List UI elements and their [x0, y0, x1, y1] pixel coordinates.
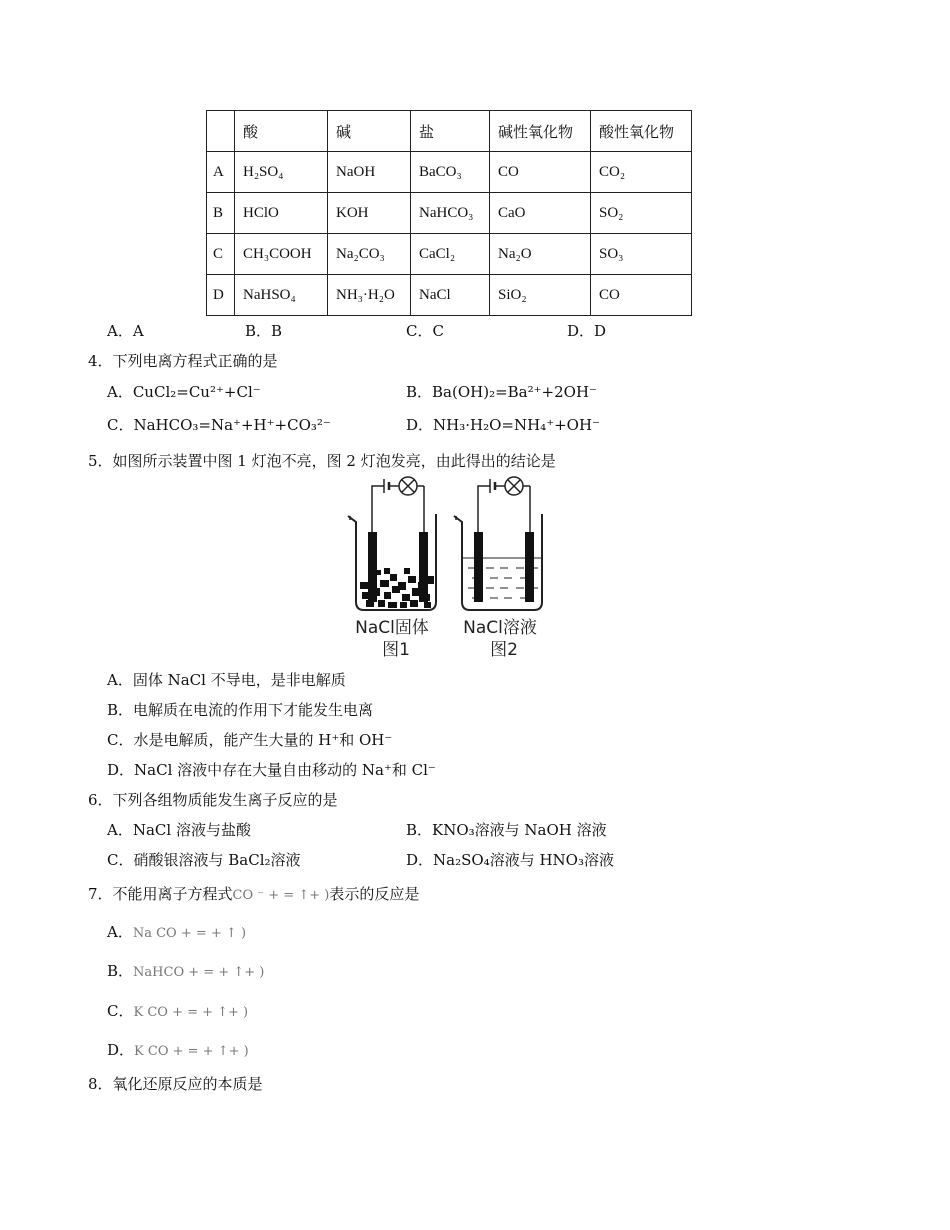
table-header-cell: 酸	[235, 111, 328, 152]
classification-table	[206, 110, 692, 316]
table-header-cell: 碱	[328, 111, 411, 152]
q4-stem: 4．下列电离方程式正确的是	[88, 352, 278, 370]
fig1-substance-label: NaCl固体	[355, 618, 429, 638]
table-cell: CaCl₂	[411, 234, 490, 275]
q3-option-a[interactable]: A．A	[107, 322, 144, 340]
lamp-icon	[505, 477, 523, 495]
table-cell: NaHSO₄	[235, 275, 328, 316]
q5-option-b[interactable]: B．电解质在电流的作用下才能发生电离	[107, 701, 374, 719]
table-cell: SiO₂	[490, 275, 591, 316]
table-cell: CO₂	[591, 152, 692, 193]
row-label: D	[207, 275, 235, 316]
table-cell: SO₂	[591, 193, 692, 234]
table-row	[207, 152, 692, 193]
table-header-cell: 盐	[411, 111, 490, 152]
table-header-cell: 碱性氧化物	[490, 111, 591, 152]
q5-stem: 5．如图所示装置中图 1 灯泡不亮，图 2 灯泡发亮，由此得出的结论是	[88, 452, 556, 470]
q7-option-d-label: D．	[107, 1041, 135, 1059]
table-cell: KOH	[328, 193, 411, 234]
table-cell: CH₃COOH	[235, 234, 328, 275]
q7-option-a-equation: Na CO + = + ↑ )	[132, 926, 247, 941]
table-cell: NaOH	[328, 152, 411, 193]
table-cell: NaHCO₃	[411, 193, 490, 234]
q4-option-b[interactable]: B．Ba(OH)₂=Ba²⁺+2OH⁻	[406, 383, 597, 401]
q4-option-d[interactable]: D．NH₃·H₂O=NH₄⁺+OH⁻	[406, 416, 600, 434]
q5-option-d[interactable]: D．NaCl 溶液中存在大量自由移动的 Na⁺和 Cl⁻	[107, 761, 436, 779]
q6-option-c[interactable]: C．硝酸银溶液与 BaCl₂溶液	[107, 851, 301, 869]
table-row	[207, 275, 692, 316]
table-header-row	[207, 111, 692, 152]
q7-option-a[interactable]	[107, 921, 246, 942]
table-row	[207, 234, 692, 275]
fig1-caption: 图1	[382, 640, 410, 660]
q3-option-b[interactable]: B．B	[245, 322, 283, 340]
q7-option-a-label: A．	[107, 923, 133, 941]
electrode-2-right	[525, 532, 534, 602]
q7-stem	[88, 883, 419, 904]
q7-option-b-equation: NaHCO + = + ↑+ )	[133, 965, 265, 980]
table-cell: CO	[591, 275, 692, 316]
q4-option-c[interactable]: C．NaHCO₃=Na⁺+H⁺+CO₃²⁻	[107, 416, 331, 434]
q6-option-a[interactable]: A．NaCl 溶液与盐酸	[107, 821, 251, 839]
q6-option-b[interactable]: B．KNO₃溶液与 NaOH 溶液	[406, 821, 607, 839]
q6-stem: 6．下列各组物质能发生离子反应的是	[88, 791, 338, 809]
lamp-icon	[399, 477, 417, 495]
q7-option-d-equation: K CO + = + ↑+ )	[134, 1044, 249, 1059]
conductivity-apparatus-figure	[340, 476, 560, 662]
table-row	[207, 193, 692, 234]
table-cell: SO₃	[591, 234, 692, 275]
electrode-2-left	[474, 532, 483, 602]
table-cell: CaO	[490, 193, 591, 234]
row-label: C	[207, 234, 235, 275]
q7-option-b[interactable]	[107, 960, 264, 981]
table-cell: BaCO₃	[411, 152, 490, 193]
table-cell: Na₂CO₃	[328, 234, 411, 275]
q5-option-a[interactable]: A．固体 NaCl 不导电，是非电解质	[107, 671, 346, 689]
q6-option-d[interactable]: D．Na₂SO₄溶液与 HNO₃溶液	[406, 851, 614, 869]
q7-stem-prefix: 7．不能用离子方程式	[88, 885, 233, 903]
table-header-cell: 酸性氧化物	[591, 111, 692, 152]
table-cell: Na₂O	[490, 234, 591, 275]
table-cell: NaCl	[411, 275, 490, 316]
electrode-1-right	[419, 532, 428, 602]
q8-stem: 8．氧化还原反应的本质是	[88, 1075, 263, 1093]
q7-stem-equation: CO ⁻ + = ↑+ )	[232, 888, 330, 903]
fig2-caption: 图2	[490, 640, 518, 660]
row-label: A	[207, 152, 235, 193]
q7-option-d[interactable]	[107, 1039, 249, 1060]
q3-option-d[interactable]: D．D	[567, 322, 607, 340]
table-cell: H₂SO₄	[235, 152, 328, 193]
q7-stem-suffix: 表示的反应是	[329, 885, 420, 903]
q7-option-c[interactable]	[107, 1000, 248, 1021]
fig2-substance-label: NaCl溶液	[463, 618, 537, 638]
table-cell: CO	[490, 152, 591, 193]
q3-option-c[interactable]: C．C	[406, 322, 444, 340]
q7-option-c-equation: K CO + = + ↑+ )	[133, 1005, 249, 1020]
q7-option-c-label: C．	[107, 1002, 134, 1020]
q7-option-b-label: B．	[107, 962, 134, 980]
table-header-cell	[207, 111, 235, 152]
table-cell: NH₃·H₂O	[328, 275, 411, 316]
table-cell: HClO	[235, 193, 328, 234]
row-label: B	[207, 193, 235, 234]
q4-option-a[interactable]: A．CuCl₂=Cu²⁺+Cl⁻	[107, 383, 261, 401]
q5-option-c[interactable]: C．水是电解质，能产生大量的 H⁺和 OH⁻	[107, 731, 393, 749]
